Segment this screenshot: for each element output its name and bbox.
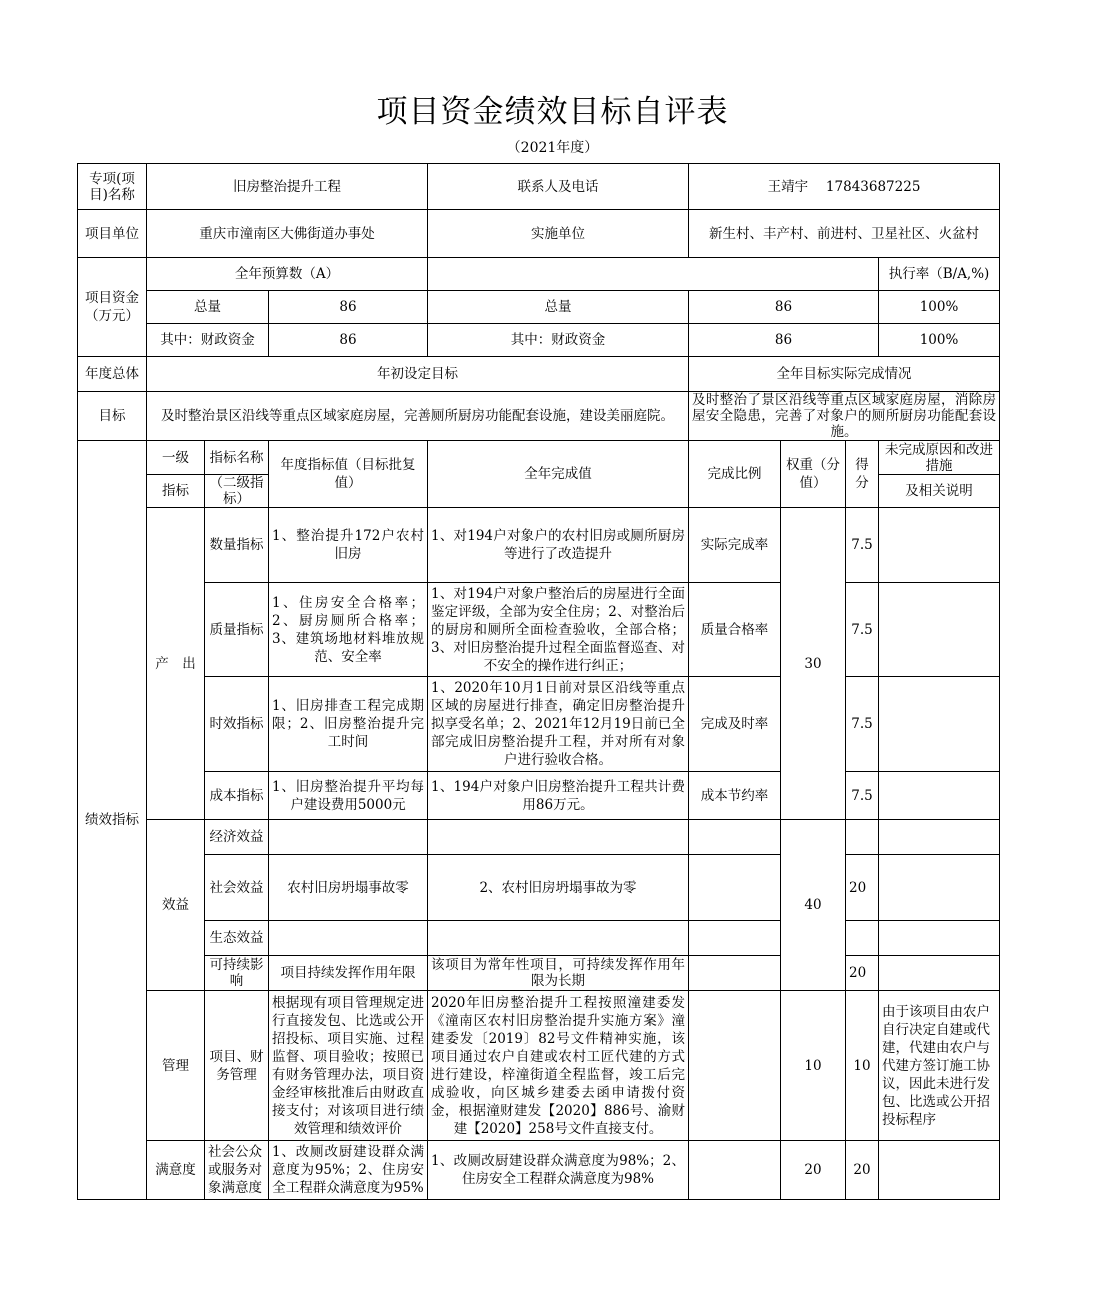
fiscal-actual-label: 其中：财政资金 <box>428 324 689 357</box>
project-name-value: 旧房整治提升工程 <box>147 164 428 210</box>
output-weight: 30 <box>781 508 846 820</box>
total-actual: 86 <box>689 291 879 324</box>
management-completed: 2020年旧房整治提升工程按照潼建委发《潼南区农村旧房整治提升实施方案》潼建委发〔2019〕82号文件精神实施，该项目通过农户自建或农村工匠代建的方式进行建设，梓潼街道全程监督，竣工后完成验收，向区城乡建委去函申请拨付资金，根据潼财建发【2020】886号、渝财建【2020】258号文件直接支付。 <box>428 991 689 1141</box>
table-row-score <box>846 921 879 956</box>
satisfaction-target: 1、改厕改厨建设群众满意度为95%；2、住房安全工程群众满意度为95% <box>269 1141 428 1200</box>
satisfaction-label: 满意度 <box>147 1141 205 1200</box>
table-row-ratio: 实际完成率 <box>689 508 781 583</box>
funds-label: 项目资金（万元） <box>78 258 147 357</box>
management-reason: 由于该项目由农户自行决定自建或代建，代建由农户与代建方签订施工协议，因此未进行发包、比选或公开招投标程序 <box>879 991 1000 1141</box>
actual-header-empty <box>428 258 879 291</box>
table-row-completed: 该项目为常年性项目，可持续发挥作用年限为长期 <box>428 956 689 991</box>
project-unit-value: 重庆市潼南区大佛街道办事处 <box>147 210 428 258</box>
page-title: 项目资金绩效目标自评表 <box>376 94 729 130</box>
total-actual-label: 总量 <box>428 291 689 324</box>
satisfaction-score: 20 <box>846 1141 879 1200</box>
benefit-label: 效益 <box>147 820 205 991</box>
contact-value: 王靖宇 17843687225 <box>689 164 1000 210</box>
total-rate: 100% <box>879 291 1000 324</box>
table-row-target: 1、住房安全合格率；2、厨房厕所合格率；3、建筑场地材料堆放规范、安全率 <box>269 583 428 677</box>
table-row-reason <box>879 820 1000 855</box>
table-row-reason <box>879 956 1000 991</box>
benefit-weight: 40 <box>781 820 846 991</box>
total-label: 总量 <box>147 291 269 324</box>
table-row-target <box>269 820 428 855</box>
score-header: 得分 <box>846 441 879 508</box>
weight-header: 权重（分值） <box>781 441 846 508</box>
table-row-score: 20 <box>846 956 879 991</box>
actual-completion-text: 及时整治了景区沿线等重点区域家庭房屋，消除房屋安全隐患，完善了对象户的厕所厨房功能配套设施。 <box>689 392 1000 441</box>
total-budget: 86 <box>269 291 428 324</box>
ratio-header: 完成比例 <box>689 441 781 508</box>
table-row-reason <box>879 772 1000 820</box>
table-row-reason <box>879 508 1000 583</box>
table-row-name: 社会效益 <box>205 855 269 921</box>
fiscal-label: 其中：财政资金 <box>147 324 269 357</box>
table-row-name: 数量指标 <box>205 508 269 583</box>
level1-header-top: 一级 <box>147 441 205 475</box>
table-row-target: 项目持续发挥作用年限 <box>269 956 428 991</box>
fiscal-rate: 100% <box>879 324 1000 357</box>
project-unit-label: 项目单位 <box>78 210 147 258</box>
table-row-target: 农村旧房坍塌事故零 <box>269 855 428 921</box>
actual-completion-header: 全年目标实际完成情况 <box>689 357 1000 392</box>
project-name-label: 专项(项目)名称 <box>78 164 147 210</box>
table-row-reason <box>879 921 1000 956</box>
evaluation-table <box>77 163 1000 1200</box>
table-row-name: 时效指标 <box>205 677 269 772</box>
table-row-ratio: 成本节约率 <box>689 772 781 820</box>
impl-unit-value: 新生村、丰产村、前进村、卫星社区、火盆村 <box>689 210 1000 258</box>
table-row-ratio: 完成及时率 <box>689 677 781 772</box>
satisfaction-reason <box>879 1141 1000 1200</box>
table-row-completed: 1、2020年10月1日前对景区沿线等重点区域的房屋进行排查，确定旧房整治提升拟享受名单；2、2021年12月19日前已全部完成旧房整治提升工程，并对所有对象户进行验收合格。 <box>428 677 689 772</box>
table-row-ratio <box>689 855 781 921</box>
table-row-target <box>269 921 428 956</box>
satisfaction-name: 社会公众或服务对象满意度 <box>205 1141 269 1200</box>
exec-rate-header: 执行率（B/A,%) <box>879 258 1000 291</box>
level2-header-top: 指标名称 <box>205 441 269 475</box>
table-row-score: 7.5 <box>846 508 879 583</box>
management-ratio <box>689 991 781 1141</box>
table-row-completed <box>428 820 689 855</box>
output-label: 产 出 <box>147 508 205 820</box>
table-row-reason <box>879 855 1000 921</box>
budget-header: 全年预算数（A） <box>147 258 428 291</box>
annual-label-top: 年度总体 <box>78 357 147 392</box>
level2-header-bottom: （二级指标） <box>205 475 269 508</box>
reason-header-top: 未完成原因和改进措施 <box>879 441 1000 475</box>
management-label: 管理 <box>147 991 205 1141</box>
management-score: 10 <box>846 991 879 1141</box>
indicators-section-label: 绩效指标 <box>78 441 147 1200</box>
reason-header-bottom: 及相关说明 <box>879 475 1000 508</box>
management-weight: 10 <box>781 991 846 1141</box>
table-row-name: 经济效益 <box>205 820 269 855</box>
impl-unit-label: 实施单位 <box>428 210 689 258</box>
fiscal-budget: 86 <box>269 324 428 357</box>
table-row-target: 1、整治提升172户农村旧房 <box>269 508 428 583</box>
management-name: 项目、财务管理 <box>205 991 269 1141</box>
table-row-completed: 1、194户对象户旧房整治提升工程共计费用86万元。 <box>428 772 689 820</box>
table-row-score: 7.5 <box>846 772 879 820</box>
page-subtitle: （2021年度） <box>506 140 599 156</box>
table-row-completed: 1、对194户对象户整治后的房屋进行全面鉴定评级，全部为安全住房；2、对整治后的厨房和厕所全面检查验收，全部合格；3、对旧房整治提升过程全面监督巡查、对不安全的操作进行纠正； <box>428 583 689 677</box>
annual-label-bottom: 目标 <box>78 392 147 441</box>
initial-target-text: 及时整治景区沿线等重点区域家庭房屋，完善厕所厨房功能配套设施，建设美丽庭院。 <box>147 392 689 441</box>
completed-header: 全年完成值 <box>428 441 689 508</box>
table-row-score: 20 <box>846 855 879 921</box>
table-row-completed <box>428 921 689 956</box>
target-header: 年度指标值（目标批复值） <box>269 441 428 508</box>
table-row-ratio <box>689 956 781 991</box>
table-row-name: 可持续影响 <box>205 956 269 991</box>
level1-header-bottom: 指标 <box>147 475 205 508</box>
table-row-score: 7.5 <box>846 677 879 772</box>
satisfaction-completed: 1、改厕改厨建设群众满意度为98%；2、住房安全工程群众满意度为98% <box>428 1141 689 1200</box>
table-row-target: 1、旧房排查工程完成期限；2、旧房整治提升完工时间 <box>269 677 428 772</box>
fiscal-actual: 86 <box>689 324 879 357</box>
table-row-reason <box>879 583 1000 677</box>
initial-target-header: 年初设定目标 <box>147 357 689 392</box>
table-row-name: 生态效益 <box>205 921 269 956</box>
table-row-name: 质量指标 <box>205 583 269 677</box>
table-row-ratio: 质量合格率 <box>689 583 781 677</box>
table-row-target: 1、旧房整治提升平均每户建设费用5000元 <box>269 772 428 820</box>
table-row-name: 成本指标 <box>205 772 269 820</box>
table-row-completed: 1、对194户对象户的农村旧房或厕所厨房等进行了改造提升 <box>428 508 689 583</box>
table-row-score <box>846 820 879 855</box>
table-row-reason <box>879 677 1000 772</box>
table-row-ratio <box>689 820 781 855</box>
contact-label: 联系人及电话 <box>428 164 689 210</box>
table-row-score: 7.5 <box>846 583 879 677</box>
satisfaction-weight: 20 <box>781 1141 846 1200</box>
satisfaction-ratio <box>689 1141 781 1200</box>
table-row-completed: 2、农村旧房坍塌事故为零 <box>428 855 689 921</box>
management-target: 根据现有项目管理规定进行直接发包、比选或公开招投标、项目实施、过程监督、项目验收；按照已有财务管理办法，项目资金经审核批准后由财政直接支付；对该项目进行绩效管理和绩效评价 <box>269 991 428 1141</box>
table-row-ratio <box>689 921 781 956</box>
